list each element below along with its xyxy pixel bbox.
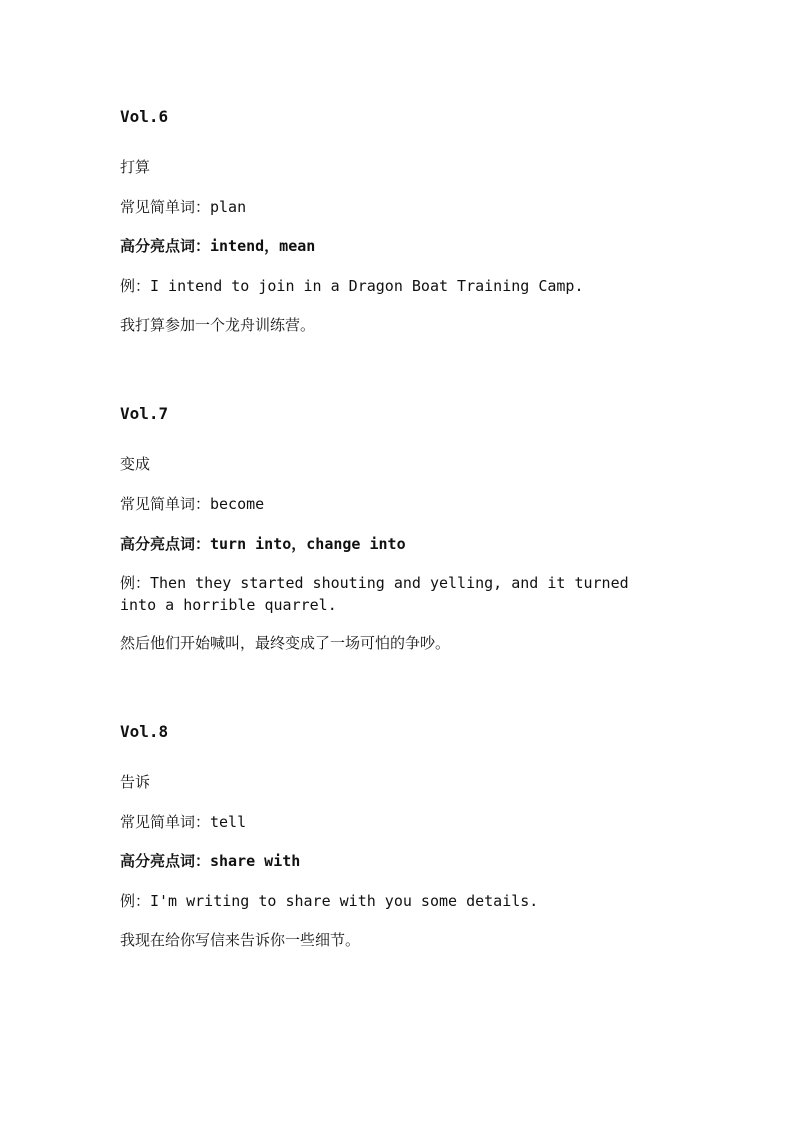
common-word-line: 常见简单词：tell <box>120 813 247 831</box>
advanced-word-line: 高分亮点词：intend，mean <box>120 237 316 255</box>
common-word-line: 常见简单词：become <box>120 495 265 513</box>
example-sentence: 例：I intend to join in a Dragon Boat Training Camp. <box>120 277 584 295</box>
example-translation: 然后他们开始喊叫，最终变成了一场可怕的争吵。 <box>120 634 451 652</box>
chinese-term: 打算 <box>120 158 151 176</box>
example-sentence: 例：I'm writing to share with you some details. <box>120 892 539 910</box>
example-translation: 我打算参加一个龙舟训练营。 <box>120 316 316 334</box>
advanced-word-line: 高分亮点词：share with <box>120 852 301 870</box>
advanced-word-line: 高分亮点词：turn into，change into <box>120 535 406 553</box>
example-sentence: 例：Then they started shouting and yelling, and it turned into a horrible quarrel. <box>120 574 629 614</box>
example-translation: 我现在给你写信来告诉你一些细节。 <box>120 931 361 949</box>
section-heading: Vol.7 <box>120 404 169 423</box>
section-heading: Vol.6 <box>120 107 169 126</box>
chinese-term: 变成 <box>120 455 151 473</box>
section-heading: Vol.8 <box>120 722 169 741</box>
chinese-term: 告诉 <box>120 773 151 791</box>
common-word-line: 常见简单词：plan <box>120 198 247 216</box>
